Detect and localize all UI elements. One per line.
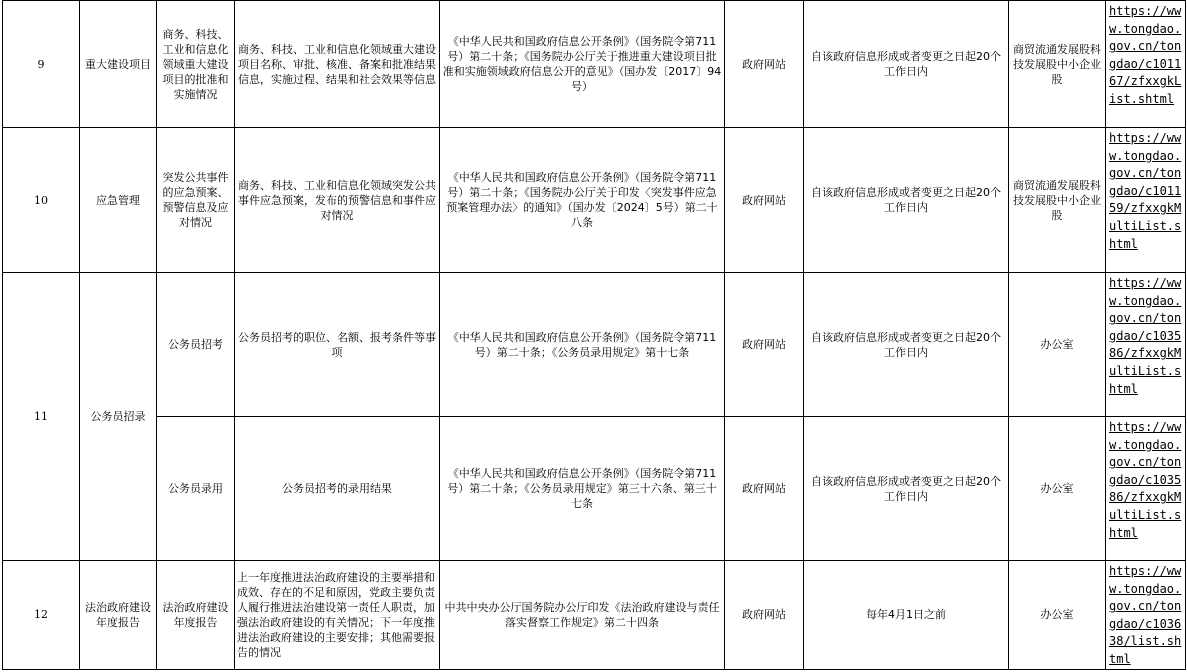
link-cell [1106,1,1186,128]
channel-cell: 政府网站 [725,128,804,273]
disclosure-table [2,0,1186,670]
row-number: 9 [3,1,80,128]
category-cell: 法治政府建设年度报告 [80,561,157,670]
content-cell: 商务、科技、工业和信息化领域突发公共事件应急预案，发布的预警信息和事件应对情况 [235,128,440,273]
item-cell: 公务员招考 [157,273,235,417]
basis-cell: 《中华人民共和国政府信息公开条例》（国务院令第711号）第二十条；《国务院办公厅关于推进重大建设项目批准和实施领域政府信息公开的意见》（国办发〔2017〕94号） [440,1,725,128]
disclosure-link[interactable]: https://www.tongdao.gov.cn/tongdao/c103586/zfxxgkMultiList.shtml [1109,276,1182,396]
channel-cell: 政府网站 [725,273,804,417]
department-cell: 办公室 [1009,417,1106,561]
content-cell: 公务员招考的录用结果 [235,417,440,561]
department-cell: 办公室 [1009,561,1106,670]
channel-cell: 政府网站 [725,561,804,670]
table-row [3,1,1186,128]
category-cell: 重大建设项目 [80,1,157,128]
basis-cell: 《中华人民共和国政府信息公开条例》（国务院令第711号）第二十条；《公务员录用规定》第十七条 [440,273,725,417]
item-cell: 商务、科技、工业和信息化领域重大建设项目的批准和实施情况 [157,1,235,128]
department-cell: 商贸流通发展股科技发展股中小企业股 [1009,1,1106,128]
content-cell: 上一年度推进法治政府建设的主要举措和成效、存在的不足和原因，党政主要负责人履行推进法治建设第一责任人职责，加强法治政府建设的有关情况；下一年度推进法治政府建设的主要安排；其他需要报告的情况 [235,561,440,670]
category-cell: 应急管理 [80,128,157,273]
link-cell [1106,273,1186,417]
disclosure-link[interactable]: https://www.tongdao.gov.cn/tongdao/c101159/zfxxgkMultiList.shtml [1109,131,1182,251]
basis-cell: 《中华人民共和国政府信息公开条例》（国务院令第711号）第二十条；《公务员录用规定》第三十六条、第三十七条 [440,417,725,561]
timeframe-cell: 自该政府信息形成或者变更之日起20个工作日内 [804,128,1009,273]
channel-cell: 政府网站 [725,417,804,561]
content-cell: 商务、科技、工业和信息化领域重大建设项目名称、审批、核准、备案和批准结果信息，实施过程、结果和社会效果等信息 [235,1,440,128]
disclosure-link[interactable]: https://www.tongdao.gov.cn/tongdao/c103638/list.shtml [1109,564,1182,666]
row-number: 10 [3,128,80,273]
item-cell: 突发公共事件的应急预案、预警信息及应对情况 [157,128,235,273]
link-cell [1106,128,1186,273]
channel-cell: 政府网站 [725,1,804,128]
item-cell: 公务员录用 [157,417,235,561]
table-row [3,128,1186,273]
basis-cell: 《中华人民共和国政府信息公开条例》（国务院令第711号）第二十条；《国务院办公厅关于印发〈突发事件应急预案管理办法〉的通知》（国办发〔2024〕5号）第二十八条 [440,128,725,273]
content-cell: 公务员招考的职位、名额、报考条件等事项 [235,273,440,417]
disclosure-link[interactable]: https://www.tongdao.gov.cn/tongdao/c103586/zfxxgkMultiList.shtml [1109,420,1182,540]
basis-cell: 中共中央办公厅国务院办公厅印发《法治政府建设与责任落实督察工作规定》第二十四条 [440,561,725,670]
table-row [3,417,1186,561]
department-cell: 办公室 [1009,273,1106,417]
table-row [3,273,1186,417]
timeframe-cell: 自该政府信息形成或者变更之日起20个工作日内 [804,273,1009,417]
row-number: 11 [3,273,80,561]
category-cell: 公务员招录 [80,273,157,561]
timeframe-cell: 每年4月1日之前 [804,561,1009,670]
row-number: 12 [3,561,80,670]
disclosure-link[interactable]: https://www.tongdao.gov.cn/tongdao/c101167/zfxxgkList.shtml [1109,4,1182,106]
link-cell [1106,561,1186,670]
timeframe-cell: 自该政府信息形成或者变更之日起20个工作日内 [804,1,1009,128]
department-cell: 商贸流通发展股科技发展股中小企业股 [1009,128,1106,273]
table-row [3,561,1186,670]
item-cell: 法治政府建设年度报告 [157,561,235,670]
link-cell [1106,417,1186,561]
timeframe-cell: 自该政府信息形成或者变更之日起20个工作日内 [804,417,1009,561]
